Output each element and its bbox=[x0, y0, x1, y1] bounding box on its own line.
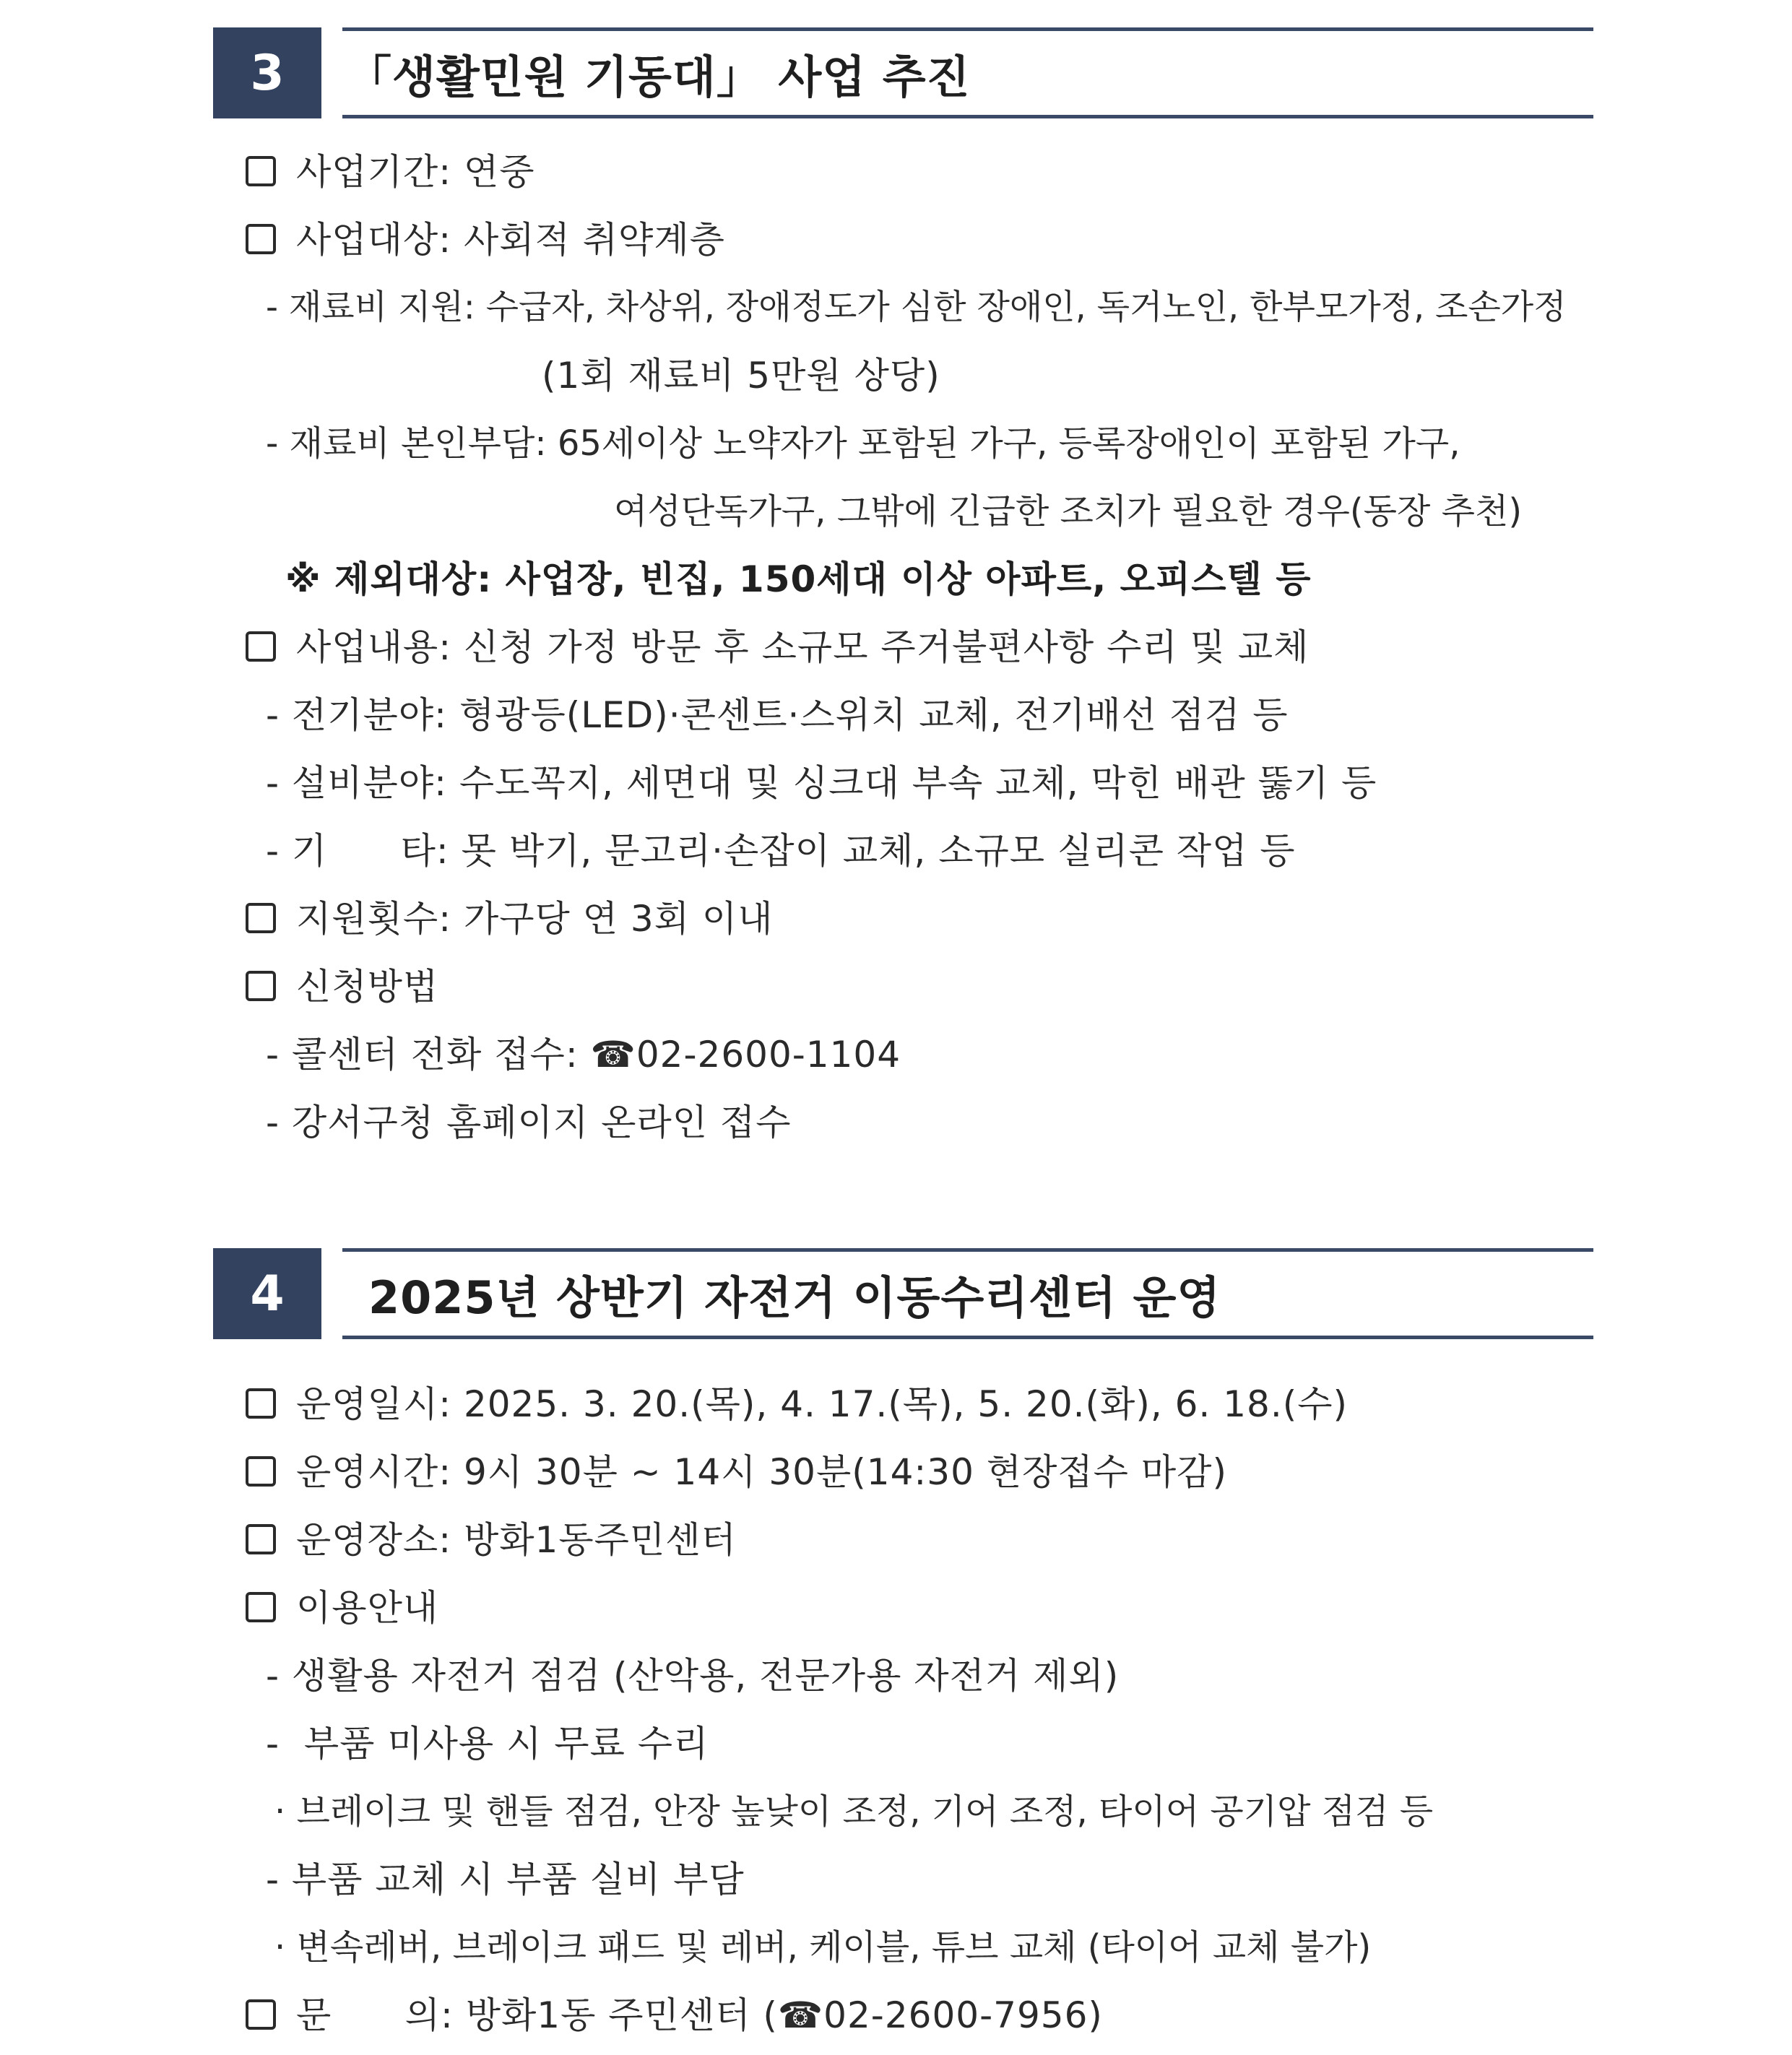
sub-item-free-repair: - 부품 미사용 시 무료 수리 bbox=[266, 1723, 709, 1765]
section-3-header bbox=[0, 27, 1792, 121]
sub-item-self-pay-cont: 여성단독가구, 그밖에 긴급한 조치가 필요한 경우(동장 추천) bbox=[614, 491, 1523, 532]
sub-item-self-pay: - 재료비 본인부담: 65세이상 노약자가 포함된 가구, 등록장애인이 포함된 가구, bbox=[266, 423, 1460, 464]
item-target: 사업대상: 사회적 취약계층 bbox=[246, 214, 725, 266]
item-support-count: 지원횟수: 가구당 연 3회 이내 bbox=[246, 893, 774, 945]
checkbox-icon bbox=[246, 224, 276, 254]
checkbox-icon bbox=[246, 971, 276, 1001]
checkbox-icon bbox=[246, 156, 276, 186]
checkbox-icon bbox=[246, 1456, 276, 1487]
note-excluded: ※ 제외대상: 사업장, 빈집, 150세대 이상 아파트, 오피스텔 등 bbox=[285, 558, 1312, 600]
checkbox-icon bbox=[246, 1524, 276, 1554]
item-apply-method: 신청방법 bbox=[246, 961, 438, 1013]
item-usage-guide: 이용안내 bbox=[246, 1582, 438, 1634]
sub-item-call-center: - 콜센터 전화 접수: ☎02-2600-1104 bbox=[266, 1034, 901, 1076]
checkbox-icon bbox=[246, 631, 276, 662]
section-number: 4 bbox=[213, 1248, 321, 1339]
section-title: 「생활민원 기동대」 사업 추진 bbox=[347, 50, 971, 103]
header-top-rule bbox=[342, 1248, 1593, 1252]
sub-item-parts-cost-detail: · 변속레버, 브레이크 패드 및 레버, 케이블, 튜브 교체 (타이어 교체 불가) bbox=[274, 1927, 1372, 1968]
sub-item-free-repair-detail: · 브레이크 및 핸들 점검, 안장 높낮이 조정, 기어 조정, 타이어 공기압 점검 등 bbox=[274, 1791, 1434, 1832]
item-operation-place: 운영장소: 방화1동주민센터 bbox=[246, 1514, 737, 1566]
item-inquiry: 문 의: 방화1동 주민센터 (☎02-2600-7956) bbox=[246, 1989, 1103, 2041]
item-operation-hours: 운영시간: 9시 30분 ~ 14시 30분(14:30 현장접수 마감) bbox=[246, 1446, 1227, 1498]
sub-item-electric: - 전기분야: 형광등(LED)·콘센트·스위치 교체, 전기배선 점검 등 bbox=[266, 694, 1289, 736]
header-bottom-rule bbox=[342, 115, 1593, 118]
sub-item-parts-cost: - 부품 교체 시 부품 실비 부담 bbox=[266, 1859, 745, 1900]
sub-item-plumbing: - 설비분야: 수도꼭지, 세면대 및 싱크대 부속 교체, 막힌 배관 뚫기 등 bbox=[266, 762, 1377, 804]
sub-item-material-support-note: (1회 재료비 5만원 상당) bbox=[542, 355, 940, 397]
section-number: 3 bbox=[213, 27, 321, 118]
sub-item-material-support: - 재료비 지원: 수급자, 차상위, 장애정도가 심한 장애인, 독거노인, 한부모가정, 조손가정 bbox=[266, 287, 1567, 327]
item-content: 사업내용: 신청 가정 방문 후 소규모 주거불편사항 수리 및 교체 bbox=[246, 621, 1309, 673]
checkbox-icon bbox=[246, 1388, 276, 1419]
sub-item-etc: - 기 타: 못 박기, 문고리·손잡이 교체, 소규모 실리콘 작업 등 bbox=[266, 830, 1296, 872]
checkbox-icon bbox=[246, 1592, 276, 1622]
sub-item-online: - 강서구청 홈페이지 온라인 접수 bbox=[266, 1102, 792, 1143]
item-period: 사업기간: 연중 bbox=[246, 146, 535, 198]
sub-item-bike-check: - 생활용 자전거 점검 (산악용, 전문가용 자전거 제외) bbox=[266, 1655, 1120, 1697]
item-operation-dates: 운영일시: 2025. 3. 20.(목), 4. 17.(목), 5. 20.(화), 6. 18.(수) bbox=[246, 1378, 1348, 1430]
checkbox-icon bbox=[246, 1999, 276, 2030]
checkbox-icon bbox=[246, 903, 276, 933]
section-title: 2025년 상반기 자전거 이동수리센터 운영 bbox=[368, 1271, 1221, 1324]
header-top-rule bbox=[342, 27, 1593, 31]
section-4-header bbox=[0, 1248, 1792, 1342]
header-bottom-rule bbox=[342, 1336, 1593, 1339]
